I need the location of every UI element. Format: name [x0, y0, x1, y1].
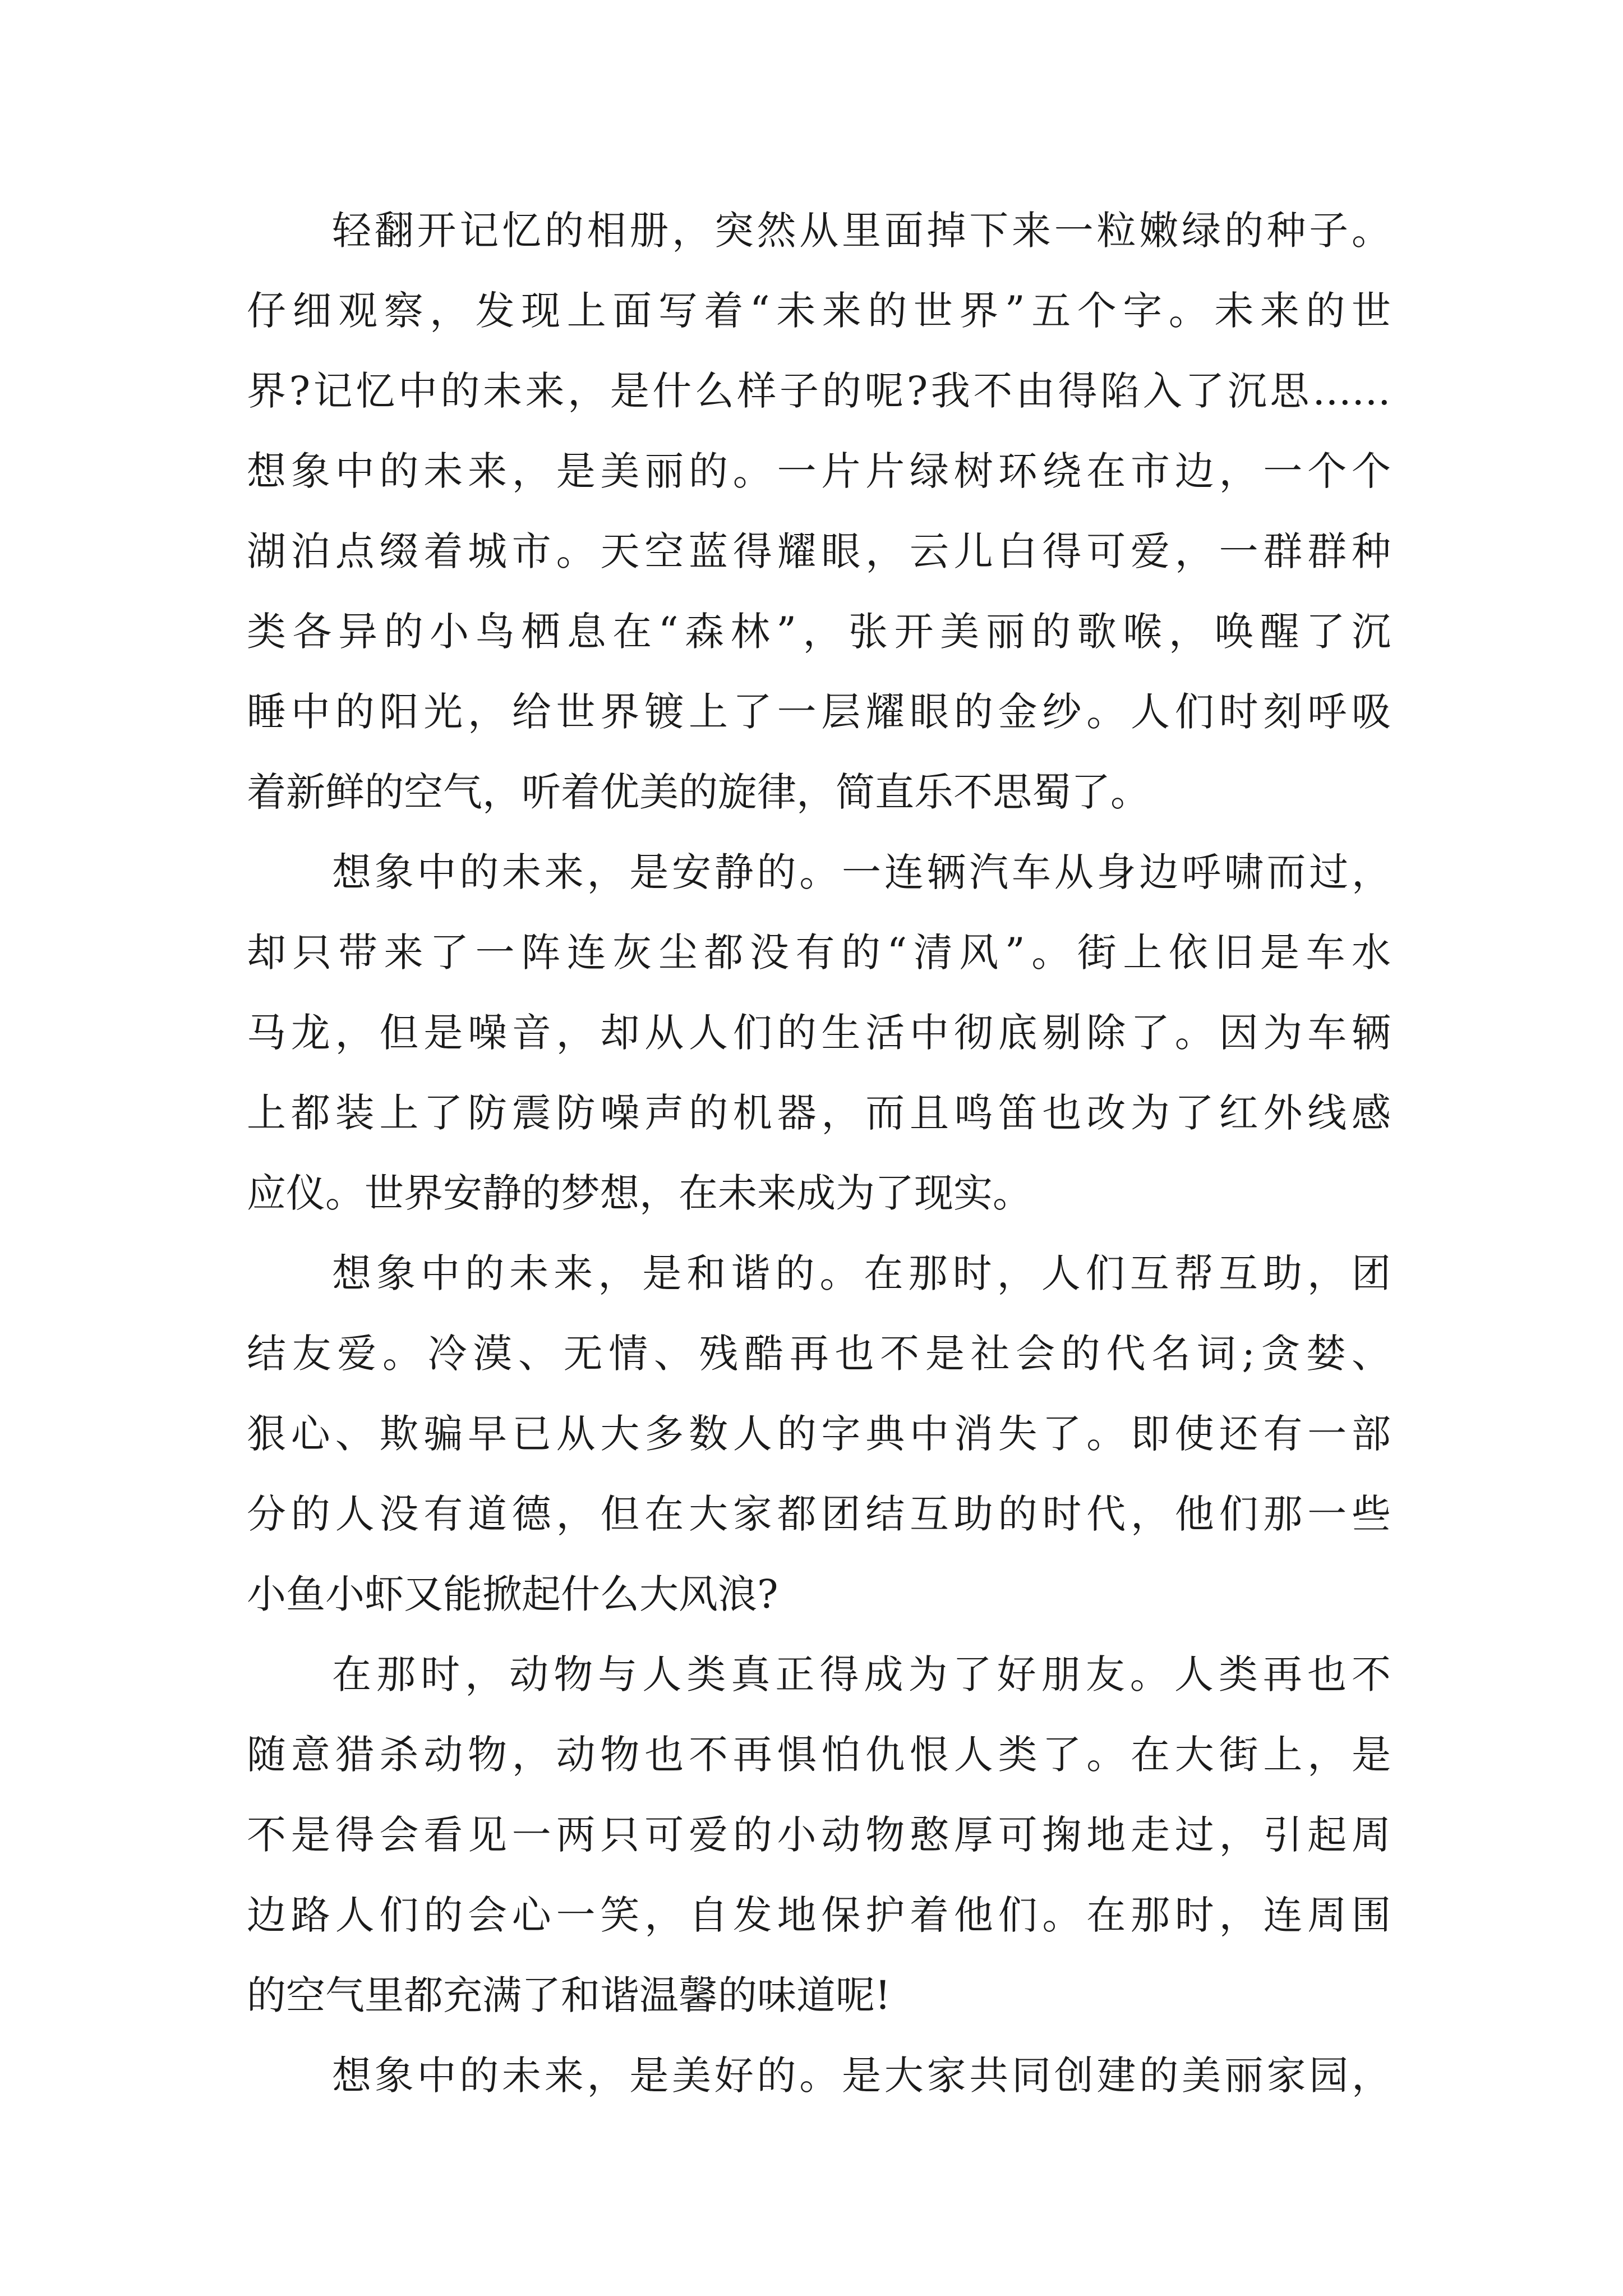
text-line: 应仪。世界安静的梦想，在未来成为了现实。 [247, 1170, 1032, 1216]
text-line: 想象中的未来，是美好的。是大家共同创建的美丽家园， [332, 2053, 1391, 2099]
text-line: 结友爱。冷漠、无情、残酷再也不是社会的代名词;贪婪、 [247, 1331, 1391, 1377]
text-line: 着新鲜的空气，听着优美的旋律，简直乐不思蜀了。 [247, 769, 1150, 815]
text-line: 想象中的未来，是安静的。一连辆汽车从身边呼啸而过， [332, 849, 1391, 895]
text-line: 小鱼小虾又能掀起什么大风浪? [247, 1571, 778, 1617]
text-line: 狠心、欺骗早已从大多数人的字典中消失了。即使还有一部 [247, 1411, 1391, 1457]
text-line: 睡中的阳光，给世界镀上了一层耀眼的金纱。人们时刻呼吸 [247, 689, 1391, 735]
text-line: 想象中的未来，是美丽的。一片片绿树环绕在市边，一个个 [247, 448, 1391, 494]
text-line: 分的人没有道德，但在大家都团结互助的时代，他们那一些 [247, 1491, 1391, 1537]
text-line: 的空气里都充满了和谐温馨的味道呢! [247, 1972, 891, 2018]
text-line: 上都装上了防震防噪声的机器，而且鸣笛也改为了红外线感 [247, 1090, 1391, 1136]
text-line: 轻翻开记忆的相册，突然从里面掉下来一粒嫩绿的种子。 [332, 208, 1391, 254]
text-line: 边路人们的会心一笑，自发地保护着他们。在那时，连周围 [247, 1892, 1391, 1938]
text-line: 随意猎杀动物，动物也不再惧怕仇恨人类了。在大街上，是 [247, 1732, 1391, 1778]
text-line: 想象中的未来，是和谐的。在那时，人们互帮互助，团 [332, 1250, 1391, 1296]
text-line: 却只带来了一阵连灰尘都没有的“清风”。街上依旧是车水 [247, 930, 1391, 976]
text-line: 湖泊点缀着城市。天空蓝得耀眼，云儿白得可爱，一群群种 [247, 528, 1391, 574]
text-line: 界?记忆中的未来，是什么样子的呢?我不由得陷入了沉思…… [247, 368, 1391, 414]
essay-body [247, 191, 1391, 2116]
text-line: 在那时，动物与人类真正得成为了好朋友。人类再也不 [332, 1651, 1391, 1697]
text-line: 马龙，但是噪音，却从人们的生活中彻底剔除了。因为车辆 [247, 1010, 1391, 1056]
text-line: 不是得会看见一两只可爱的小动物憨厚可掬地走过，引起周 [247, 1812, 1391, 1858]
text-line: 类各异的小鸟栖息在“森林”，张开美丽的歌喉，唤醒了沉 [247, 609, 1391, 655]
text-line: 仔细观察，发现上面写着“未来的世界”五个字。未来的世 [247, 288, 1391, 334]
